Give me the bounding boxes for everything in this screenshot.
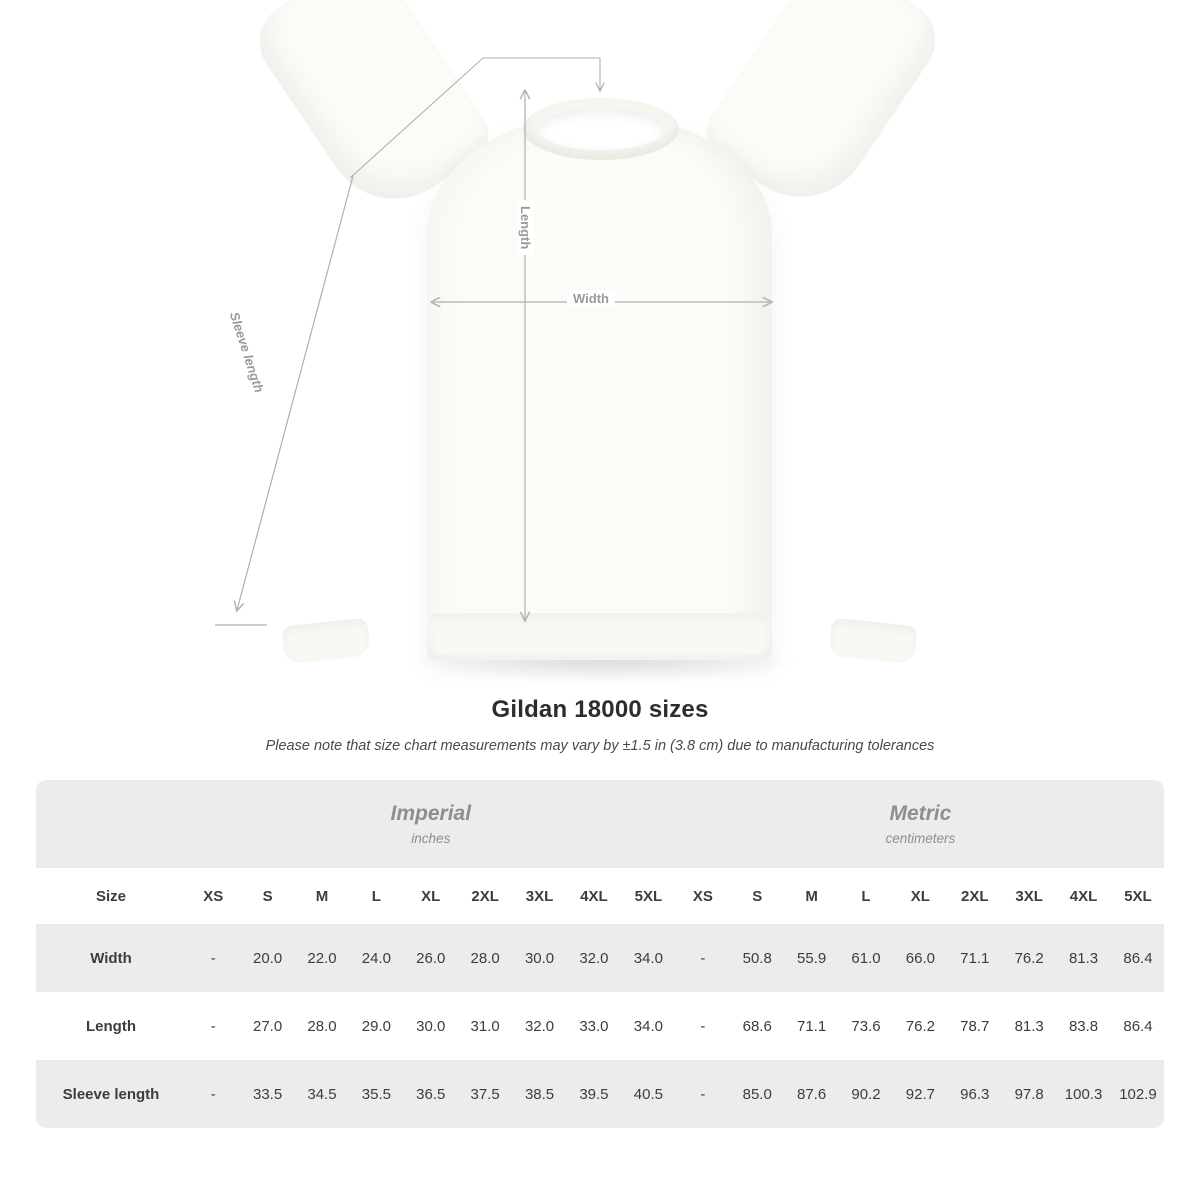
cell-imperial: 34.5 bbox=[295, 1060, 349, 1128]
cell-imperial: 31.0 bbox=[458, 992, 512, 1060]
size-column-header: 5XL bbox=[621, 868, 676, 924]
cell-metric: 90.2 bbox=[839, 1060, 893, 1128]
sleeve-measure-label: Sleeve length bbox=[226, 310, 267, 395]
cell-metric: 68.6 bbox=[730, 992, 784, 1060]
unit-header-row bbox=[36, 780, 1164, 868]
size-column-header: 4XL bbox=[1056, 868, 1110, 924]
size-column-header: XS bbox=[676, 868, 730, 924]
cell-metric: 71.1 bbox=[948, 924, 1002, 992]
cell-metric: - bbox=[676, 1060, 730, 1128]
size-column-header: 3XL bbox=[512, 868, 566, 924]
cell-metric: - bbox=[676, 992, 730, 1060]
width-measure-label: Width bbox=[567, 290, 615, 307]
size-column-header: S bbox=[240, 868, 294, 924]
cell-imperial: - bbox=[186, 924, 240, 992]
cell-imperial: 38.5 bbox=[512, 1060, 566, 1128]
cell-metric: 102.9 bbox=[1111, 1060, 1164, 1128]
cell-imperial: 29.0 bbox=[349, 992, 403, 1060]
cell-metric: 61.0 bbox=[839, 924, 893, 992]
cell-imperial: 22.0 bbox=[295, 924, 349, 992]
size-column-header: M bbox=[295, 868, 349, 924]
size-column-header: L bbox=[349, 868, 403, 924]
cell-metric: 73.6 bbox=[839, 992, 893, 1060]
unit-header-metric bbox=[676, 780, 1164, 868]
cell-imperial: 40.5 bbox=[621, 1060, 676, 1128]
cell-imperial: - bbox=[186, 992, 240, 1060]
table-row bbox=[36, 992, 1164, 1060]
size-table bbox=[36, 780, 1164, 1128]
measurement-lines bbox=[205, 40, 995, 660]
unit-header-imperial bbox=[186, 780, 676, 868]
size-header-row bbox=[36, 868, 1164, 924]
cell-imperial: 20.0 bbox=[240, 924, 294, 992]
cell-imperial: 30.0 bbox=[404, 992, 458, 1060]
cell-imperial: 28.0 bbox=[458, 924, 512, 992]
cell-metric: 92.7 bbox=[893, 1060, 947, 1128]
size-column-header: L bbox=[839, 868, 893, 924]
cell-imperial: 33.5 bbox=[240, 1060, 294, 1128]
cell-metric: 97.8 bbox=[1002, 1060, 1056, 1128]
cell-imperial: - bbox=[186, 1060, 240, 1128]
sweatshirt-graphic bbox=[205, 40, 995, 660]
cell-metric: 71.1 bbox=[784, 992, 838, 1060]
cell-imperial: 30.0 bbox=[512, 924, 566, 992]
cell-imperial: 28.0 bbox=[295, 992, 349, 1060]
size-header-label: Size bbox=[36, 868, 186, 924]
cell-metric: 50.8 bbox=[730, 924, 784, 992]
size-chart bbox=[36, 780, 1164, 1128]
page-title: Gildan 18000 sizes bbox=[491, 696, 709, 723]
cell-imperial: 24.0 bbox=[349, 924, 403, 992]
cell-metric: 66.0 bbox=[893, 924, 947, 992]
size-column-header: XS bbox=[186, 868, 240, 924]
cell-metric: 81.3 bbox=[1002, 992, 1056, 1060]
cell-metric: 76.2 bbox=[893, 992, 947, 1060]
unit-subtitle: inches bbox=[411, 831, 451, 847]
size-column-header: 3XL bbox=[1002, 868, 1056, 924]
cell-imperial: 35.5 bbox=[349, 1060, 403, 1128]
table-row bbox=[36, 924, 1164, 992]
size-column-header: 5XL bbox=[1111, 868, 1164, 924]
cell-imperial: 34.0 bbox=[621, 924, 676, 992]
cell-metric: 100.3 bbox=[1056, 1060, 1110, 1128]
cell-metric: 87.6 bbox=[784, 1060, 838, 1128]
row-label: Sleeve length bbox=[36, 1060, 186, 1128]
size-column-header: 2XL bbox=[458, 868, 512, 924]
cell-imperial: 37.5 bbox=[458, 1060, 512, 1128]
size-column-header: S bbox=[730, 868, 784, 924]
heading-block bbox=[0, 696, 1200, 754]
cell-imperial: 26.0 bbox=[404, 924, 458, 992]
table-row bbox=[36, 1060, 1164, 1128]
row-label: Length bbox=[36, 992, 186, 1060]
size-column-header: 4XL bbox=[567, 868, 621, 924]
unit-name: Imperial bbox=[390, 801, 472, 825]
cell-metric: 96.3 bbox=[948, 1060, 1002, 1128]
cell-imperial: 39.5 bbox=[567, 1060, 621, 1128]
unit-subtitle: centimeters bbox=[885, 831, 956, 847]
cell-metric: 83.8 bbox=[1056, 992, 1110, 1060]
size-column-header: XL bbox=[404, 868, 458, 924]
cell-imperial: 32.0 bbox=[512, 992, 566, 1060]
cell-metric: 76.2 bbox=[1002, 924, 1056, 992]
unit-name: Metric bbox=[889, 801, 952, 825]
cell-metric: - bbox=[676, 924, 730, 992]
cell-metric: 85.0 bbox=[730, 1060, 784, 1128]
cell-metric: 55.9 bbox=[784, 924, 838, 992]
cell-imperial: 36.5 bbox=[404, 1060, 458, 1128]
size-column-header: XL bbox=[893, 868, 947, 924]
cell-imperial: 34.0 bbox=[621, 992, 676, 1060]
size-column-header: 2XL bbox=[948, 868, 1002, 924]
cell-metric: 81.3 bbox=[1056, 924, 1110, 992]
row-label: Width bbox=[36, 924, 186, 992]
cell-metric: 78.7 bbox=[948, 992, 1002, 1060]
size-column-header: M bbox=[784, 868, 838, 924]
cell-metric: 86.4 bbox=[1111, 924, 1164, 992]
tolerance-note: Please note that size chart measurements may vary by ±1.5 in (3.8 cm) due to manufacturing tolerances bbox=[265, 738, 935, 754]
length-measure-label: Length bbox=[517, 200, 534, 255]
cell-imperial: 33.0 bbox=[567, 992, 621, 1060]
unit-row-corner bbox=[36, 780, 186, 868]
cell-metric: 86.4 bbox=[1111, 992, 1164, 1060]
cell-imperial: 32.0 bbox=[567, 924, 621, 992]
cell-imperial: 27.0 bbox=[240, 992, 294, 1060]
